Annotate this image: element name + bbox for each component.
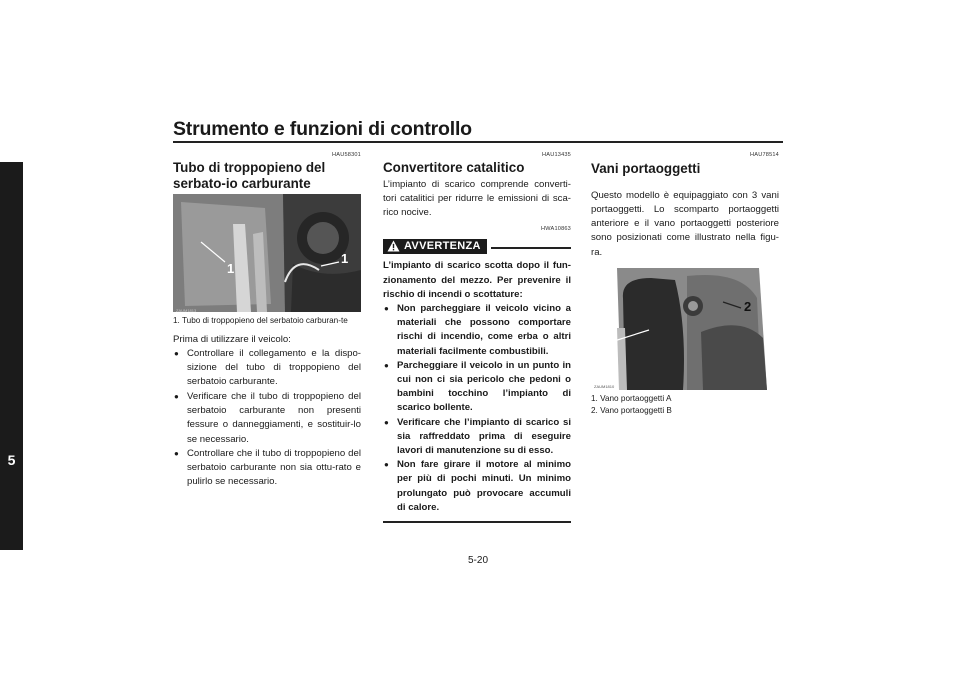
page-number: 5-20 (468, 555, 489, 566)
figure-storage-compartments (591, 268, 779, 390)
warning-badge (383, 239, 487, 254)
list-item: ● Non parcheggiare il veicolo vicino a materiali che possono comportare rischi di incendio, come erba o altri materiali facilmente combustibili. (397, 302, 571, 359)
warning-header (383, 237, 571, 259)
figure-code: ZAUM1810 (594, 383, 615, 389)
warning-end-rule (383, 521, 571, 523)
section-code: HAU13435 (542, 152, 571, 158)
section-code: HAU58301 (332, 152, 361, 158)
photo-fuel-overflow-hose (173, 194, 361, 312)
list-item: ● Controllare che il tubo di troppopieno del serbatoio carburante non sia ottu-rato e pulirlo se necessario. (187, 447, 361, 490)
figure-fuel-overflow-hose (173, 194, 361, 312)
chapter-tab (0, 162, 23, 550)
warning-code: HWA10863 (541, 226, 571, 233)
intro-text: Prima di utilizzare il veicolo: (173, 333, 291, 345)
section-heading: Vani portaoggetti (591, 161, 701, 176)
page-title: Strumento e funzioni di controllo (173, 118, 472, 140)
callout-2: 2 (744, 298, 752, 314)
figure-code: ZAUM1813 (176, 308, 197, 312)
section-fuel-overflow (173, 152, 361, 490)
warning-label: AVVERTENZA (404, 240, 481, 253)
photo-storage-compartments (591, 268, 779, 390)
chapter-number: 5 (7, 452, 16, 468)
body-text: Questo modello è equipaggiato con 3 vani portaoggetti. Lo scomparto portaoggetti anteriore e il vano portaoggetti posteriore sono posizionati come illustrato nella figu-ra. (591, 189, 779, 258)
list-item: ● Non fare girare il motore al minimo per più di pochi minuti. Un minimo prolungato può provocare accumuli di calore. (397, 458, 571, 515)
body-text: L’impianto di scarico comprende converti-tori catalitici per ridurre le emissioni di sca-rico nocive. (383, 178, 571, 219)
warning-body (383, 259, 571, 515)
list-item: ● Verificare che il tubo di troppopieno del serbatoio carburante non presenti fessure o danneggiamenti, e sostituir-lo se necessario. (187, 390, 361, 447)
figure-caption: 1. Vano portaoggetti A (591, 393, 672, 403)
callout-1-right: 1 (341, 251, 349, 266)
figure-caption: 2. Vano portaoggetti B (591, 406, 672, 416)
callout-1-left: 1 (227, 261, 235, 276)
list-item: ● Verificare che l’impianto di scarico si sia raffreddato prima di eseguire lavori di manutenzione su di esso. (397, 416, 571, 459)
title-rule (173, 141, 783, 143)
section-heading: Tubo di troppopieno del serbato-io carburante (173, 160, 326, 191)
callout-1: 1 (603, 334, 611, 350)
section-heading: Convertitore catalitico (383, 160, 525, 175)
figure-caption: 1. Tubo di troppopieno del serbatoio carburan-te (173, 316, 348, 325)
warning-lead: L’impianto di scarico scotta dopo il fun-zionamento del mezzo. Per prevenire il rischio di incendi o scottature: (383, 260, 571, 300)
section-storage-compartments (591, 152, 779, 417)
warning-triangle-icon (387, 240, 400, 252)
section-code: HAU78514 (750, 152, 779, 158)
warning-rule (491, 247, 571, 248)
list-item: ● Controllare il collegamento e la dispo-sizione del tubo di troppopieno del serbatoio carburante. (187, 347, 361, 390)
section-catalytic-converter (383, 152, 571, 523)
list-item: ● Parcheggiare il veicolo in un punto in cui non ci sia pericolo che pedoni o bambini tocchino l’impianto di scarico bollente. (397, 359, 571, 416)
